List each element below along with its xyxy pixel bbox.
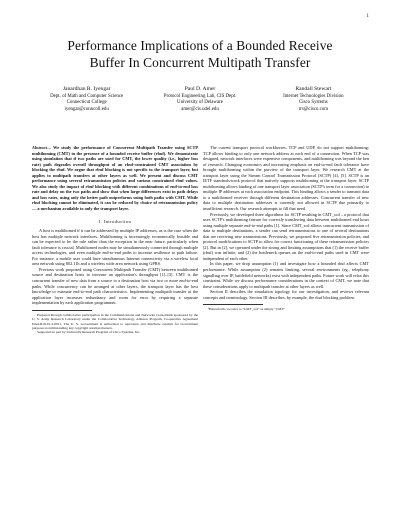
author-2 [143, 86, 256, 113]
paragraph: A host is multihomed if it can be addressed by multiple IP addresses, as is the case when the host has multiple network interfaces. Multihoming is increasingly economically feasible and can be expected to be the rule rather than the exception in the near future, particularly when fault tolerance is crucial. Multihomed nodes may be simultaneously connected through multiple access technologies, and even multiple end-to-end paths to increase resilience to path failure. For instance, a mobile user could have simultaneous Internet connectivity via a wireless local area network using 802.11b and a wireless wide area network using GPRS. [32, 228, 198, 267]
author-name: Randall Stewart [295, 86, 332, 92]
author-3 [257, 86, 370, 113]
page-number: 1 [366, 14, 369, 19]
left-column [32, 145, 198, 335]
paragraph: Previously, we developed three algorithms for SCTP resulting in CMT_scd – a protocol that uses SCTP's multihoming feature for correctly transferring data between multihomed end hosts using multiple separate end-to-end paths [1]. Since CMT_scd allows concurrent transmission of data to multiple destinations, a sender can send retransmissions to one of several destinations that are receiving new transmissions. Previously, we proposed five retransmission policies, and protocol modifications to SCTP to allow for correct functioning of these retransmission policies [2]. But in [2], we operated under the strong and limiting assumptions that (1) the receive buffer (rbuf) was infinite, and (2) the bottleneck queues on the end-to-end paths used in CMT were independent of each other. [203, 211, 369, 261]
abstract [32, 145, 198, 212]
paragraph: In this paper, we drop assumption (1) and investigate how a bounded rbuf affects CMT performance. While assumption (2) remains limiting, several environments (eg., telephony signalling over IP, battlefield networks) exist with independent paths. Future work will relax this constraint. While we discuss performance considerations in the context of CMT, we note that these considerations apply to multipath transfer at other layers as well. [203, 261, 369, 289]
title-line-1: Performance Implications of a Bounded Receive [67, 38, 333, 53]
author-institution: Cisco Systems [298, 100, 328, 105]
author-block [30, 86, 370, 113]
abstract-lead: Abstract— [32, 145, 52, 150]
title-line-2: Buffer In Concurrent Multipath Transfer [89, 55, 311, 70]
section-heading-introduction: I. Introduction [98, 218, 132, 224]
paragraph: The current transport protocol workhorses, TCP and UDP, do not support multihoming; TCP allows binding to only one network address at each end of a connection. When TCP was designed, network interfaces were expensive components, and multihoming was beyond the ken of research. Changing economics and increasing emphasis on end-to-end fault tolerance have brought multihoming within the purview of the transport layer. We research CMT at the transport layer using the Stream Control Transmission Protocol (SCTP) [4], [5]. SCTP is an IETF standards-track protocol that natively supports multihoming at the transport layer. SCTP multihoming allows binding of one transport layer association (SCTP's term for a connection) to multiple IP addresses at each association endpoint. This binding allows a sender to transmit data to a multihomed receiver through different destination addresses. Concurrent transfer of new data to multiple destination addresses is currently not allowed in SCTP due primarily to insufficient research. Our research attempts to fill that need. [203, 145, 369, 212]
abstract-text: We study the performance of Concurrent Multipath Transfer using SCTP multihoming (CMT) in the presence of a bounded receive buffer (rbuf). We demonstrate using simulation that if two paths are used for CMT, the lower quality (i.e., higher loss rate) path degrades overall throughput of an rbuf-constrained CMT association by blocking the rbuf. We argue that rbuf blocking is not specific to the transport layer, but applies to multipath transfers at other layers as well. We present and discuss CMT performance using several retransmission policies and various constrained rbuf values. We also study the impact of rbuf blocking with different combinations of end-to-end loss rate and delay on the two paths and show that when large differences exist in path delays and loss rates, using only the better path outperforms using both paths with CMT. While rbuf blocking cannot be eliminated, it can be reduced by choice of retransmission policy — a mechanism available to only the transport layer. [32, 145, 198, 212]
author-name: Paul D. Amer [184, 86, 216, 92]
author-affiliation: Internet Technologies Division [283, 93, 344, 99]
author-email: rrs@cisco.com [298, 106, 328, 112]
author-name: Janardhan R. Iyengar [62, 86, 111, 92]
paragraph: Previous work proposed using Concurrent Multipath Transfer (CMT) between multihomed source and destination hosts to increase an application's throughput [1]–[3]. CMT is the concurrent transfer of new data from a source to a destination host via two or more end-to-end paths. While concurrency can be arranged at other layers, the transport layer has the best knowledge to estimate end-to-end path characteristics. Implementing multipath transfer at the application layer increases redundancy and room for error by requiring a separate implementation by each application programmer. [32, 266, 198, 306]
footnote: Prepared through collaborative participation in the Communications and Networks Consortium sponsored by the U. S. Army Research Laboratory under the Collaborative Technology Alliance Program, Cooperative Agreement DAAD19-01-2-0011. The U. S. Government is authorized to reproduce and distribute reprints for Government purposes notwithstanding any copyright notation thereon. [32, 312, 198, 330]
paragraph: Section II describes the simulation topology for our investigation, and reviews relevant concepts and terminology. Section III describes, by example, the rbuf blocking problem. [203, 289, 369, 300]
author-affiliation: Dept. of Math and Computer Science [50, 93, 124, 99]
right-column [203, 145, 369, 312]
paper-title [0, 37, 400, 71]
author-email: amer@cis.udel.edu [181, 106, 219, 112]
author-affiliation: Protocol Engineering Lab, CIS Dept. [163, 93, 237, 99]
footnote: ¹Henceforth, we refer to "CMT_scd" as simply "CMT" [208, 307, 285, 312]
author-email: iyengar@conncoll.edu [64, 106, 109, 112]
footnote-rule [32, 310, 92, 311]
footnote: Supported in part by University Research Program of Cisco Systems, Inc. [37, 330, 141, 335]
footnote-rule [203, 304, 263, 305]
author-institution: Connecticut College [66, 100, 107, 105]
author-1 [30, 86, 143, 113]
author-institution: University of Delaware [177, 100, 223, 105]
